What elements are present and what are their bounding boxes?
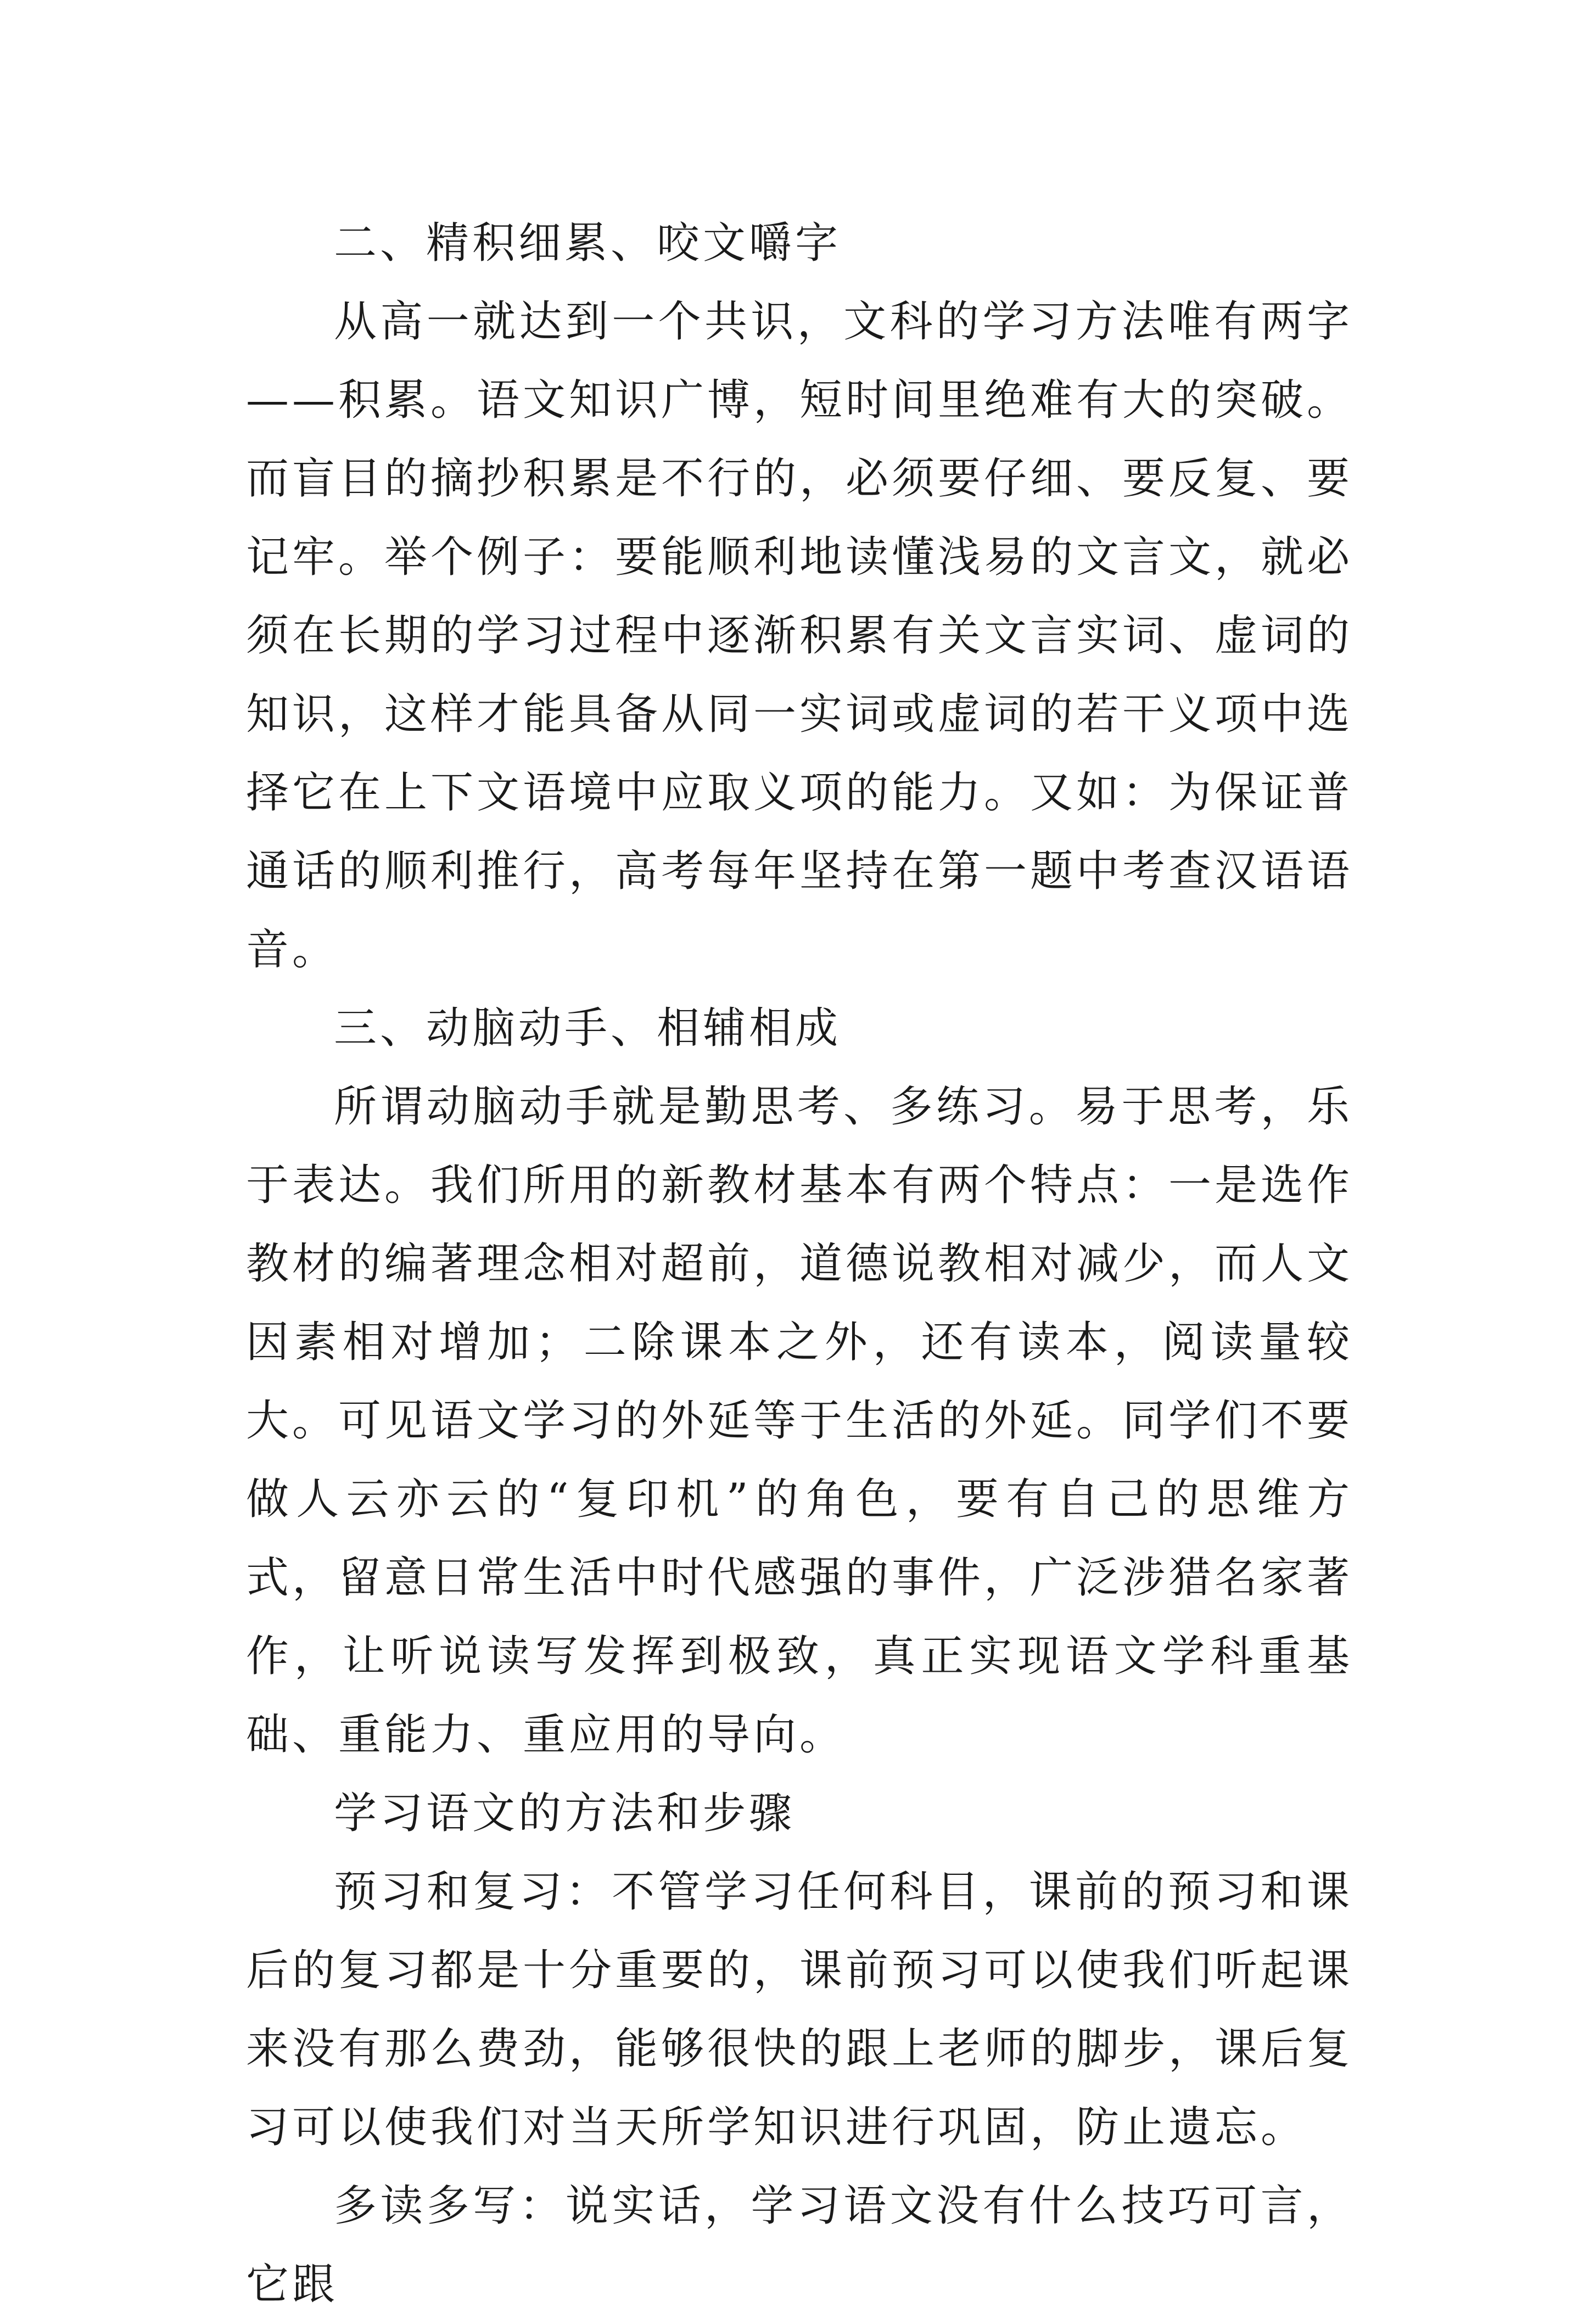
- section-heading-2: 二、精积细累、咬文嚼字: [334, 219, 842, 268]
- paragraph-accumulation: 从高一就达到一个共识，文科的学习方法唯有两字——积累。语文知识广博，短时间里绝难有大的突破。而盲目的摘抄积累是不行的，必须要仔细、要反复、要记牢。举个例子：要能顺利地读懂浅易的文言文，就必须在长期的学习过程中逐渐积累有关文言实词、虚词的知识，这样才能具备从同一实词或虚词的若干义项中选择它在上下文语境中应取义项的能力。又如：为保证普通话的顺利推行，高考每年坚持在第一题中考查汉语语音。: [246, 297, 1353, 975]
- document-body: [246, 204, 1353, 2324]
- paragraph-think-practice: 所谓动脑动手就是勤思考、多练习。易于思考，乐于表达。我们所用的新教材基本有两个特点：一是选作教材的编著理念相对超前，道德说教相对减少，而人文因素相对增加；二除课本之外，还有读本，阅读量较大。可见语文学习的外延等于生活的外延。同学们不要做人云亦云的“复印机”的角色，要有自己的思维方式，留意日常生活中时代感强的事件，广泛涉猎名家著作，让听说读写发挥到极致，真正实现语文学科重基础、重能力、重应用的导向。: [246, 1082, 1353, 1760]
- section-heading-3: 三、动脑动手、相辅相成: [334, 1004, 842, 1053]
- section-heading-methods: 学习语文的方法和步骤: [334, 1789, 796, 1838]
- paragraph-preview-review: 预习和复习：不管学习任何科目，课前的预习和课后的复习都是十分重要的，课前预习可以使我们听起课来没有那么费劲，能够很快的跟上老师的脚步，课后复习可以使我们对当天所学知识进行巩固，防止遗忘。: [246, 1867, 1353, 2152]
- paragraph-read-write: 多读多写：说实话，学习语文没有什么技巧可言，它跟: [246, 2181, 1353, 2309]
